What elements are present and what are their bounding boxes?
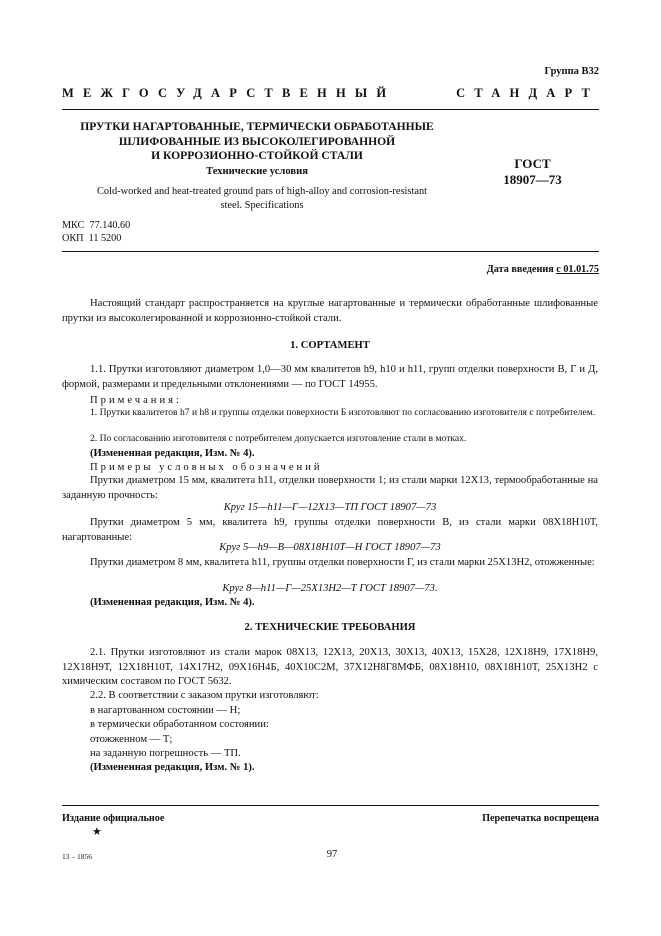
okp-code: ОКП 11 5200 — [62, 233, 122, 244]
official-edition: Издание официальное — [62, 813, 165, 824]
header-rule — [62, 109, 599, 110]
document-title — [62, 120, 452, 164]
example-1-text: Прутки диаметром 15 мм, квалитета h11, отделки поверхности 1; из стали марки 12Х13, термообработанные на заданную прочность: — [62, 475, 598, 501]
english-title-line-2: steel. Specifications — [220, 200, 304, 211]
notes-heading: Примечания: — [90, 395, 182, 406]
clause-1-1: 1.1. Прутки изготовляют диаметром 1,0—30 мм квалитетов h9, h10 и h11, групп отделки поверхности В, Г и Д, формой, размерами и предельными отклонениями — по ГОСТ 14955. — [62, 364, 598, 390]
intro-date — [487, 264, 599, 275]
section-2-title: 2. ТЕХНИЧЕСКИЕ ТРЕБОВАНИЯ — [244, 622, 416, 633]
example-2-formula: Круг 5—h9—В—08Х18Н10Т—Н ГОСТ 18907—73 — [219, 542, 441, 553]
clause-2-2-item-b: в термически обработанном состоянии: — [90, 719, 269, 730]
intro-date-label: Дата введения — [486, 264, 554, 275]
amendment-4-note-a: (Измененная редакция, Изм. № 4). — [90, 448, 255, 459]
example-1-formula: Круг 15—h11—Г—12Х13—ТП ГОСТ 18907—73 — [223, 502, 437, 513]
intro-date-value: с 01.01.75 — [556, 264, 599, 275]
english-title-line-1: Cold-worked and heat-treated ground pars of high-alloy and corrosion-resistant — [96, 186, 428, 197]
example-2-text: Прутки диаметром 5 мм, квалитета h9, группы отделки поверхности В, из стали марки 08Х18Н10Т, нагартованные: — [62, 517, 598, 543]
footer-rule — [62, 805, 599, 806]
note-2: 2. По согласованию изготовителя с потребителем допускается изготовление стали в мотках. — [90, 433, 467, 444]
title-line-2: ШЛИФОВАННЫЕ ИЗ ВЫСОКОЛЕГИРОВАННОЙ — [118, 134, 396, 148]
examples-heading: Примеры условных обозначений — [90, 462, 323, 473]
amendment-1-note: (Измененная редакция, Изм. № 1). — [90, 762, 255, 773]
group-code: Группа В32 — [544, 66, 599, 77]
note-1: 1. Прутки квалитетов h7 и h8 и группы отделки поверхности Б изготовляют по согласованию изготовителя с потребителем. — [90, 407, 596, 418]
clause-2-2-item-d: на заданную погрешность — ТП. — [90, 748, 241, 759]
mks-code: МКС 77.140.60 — [62, 220, 131, 231]
clause-2-1: 2.1. Прутки изготовляют из стали марок 08Х13, 12Х13, 20Х13, 30Х13, 40Х13, 15Х28, 12Х18Н9, 17Х18Н9, 12Х18Н9Т, 12Х18Н10Т, 14Х17Н2, 09Х16Н4Б, 40Х10С2М, 37Х12Н8Г8МФБ, 08Х18Н10, 08Х18Н10Т, 25Х13Н2 с химическим составом по ГОСТ 5632. — [62, 647, 598, 687]
document-subtitle: Технические условия — [206, 166, 308, 177]
title-line-3: И КОРРОЗИОННО-СТОЙКОЙ СТАЛИ — [151, 149, 363, 162]
banner-interstate-standard: МЕЖГОСУДАРСТВЕННЫЙ СТАНДАРТ — [62, 86, 599, 100]
gost-label: ГОСТ — [514, 156, 551, 171]
amendment-4-note-b: (Измененная редакция, Изм. № 4). — [90, 597, 255, 608]
clause-2-2: 2.2. В соответствии с заказом прутки изготовляют: — [90, 690, 319, 701]
example-3-formula: Круг 8—h11—Г—25Х13Н2—Т ГОСТ 18907—73. — [222, 583, 438, 594]
gost-number: 18907—73 — [503, 172, 562, 187]
title-line-1: ПРУТКИ НАГАРТОВАННЫЕ, ТЕРМИЧЕСКИ ОБРАБОТАННЫЕ — [80, 120, 434, 133]
meta-rule — [62, 251, 599, 252]
page-number: 97 — [326, 849, 338, 860]
english-title — [62, 185, 462, 213]
intro-paragraph: Настоящий стандарт распространяется на круглые нагартованные и термически обработанные шлифованные прутки из высоколегированной и коррозионно-стойкой стали. — [62, 298, 598, 324]
clause-2-2-item-a: в нагартованном состоянии — Н; — [90, 705, 241, 716]
star-icon: ★ — [92, 826, 102, 838]
example-3-text: Прутки диаметром 8 мм, квалитета h11, группы отделки поверхности Г, из стали марки 25Х13Н2, отожженные: — [90, 557, 595, 568]
print-code: 13 – 1856 — [62, 852, 92, 861]
section-1-title: 1. СОРТАМЕНТ — [290, 340, 370, 351]
reprint-prohibited: Перепечатка воспрещена — [482, 813, 599, 824]
clause-2-2-item-c: отожженном — Т; — [90, 734, 173, 745]
